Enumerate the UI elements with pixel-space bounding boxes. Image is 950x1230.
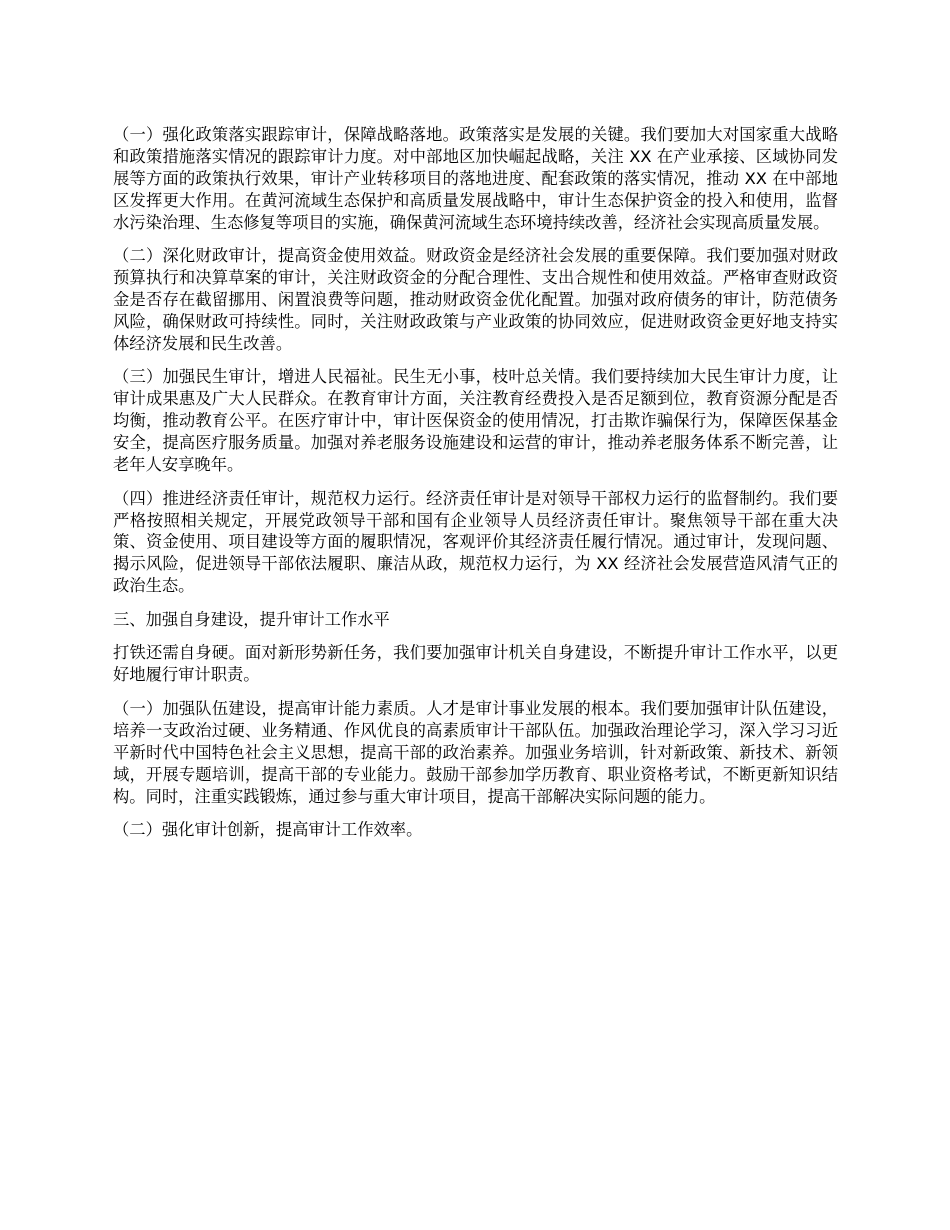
paragraph-livelihood-audit: （三）加强民生审计，增进人民福祉。民生无小事，枝叶总关情。我们要持续加大民生审计力度，让审计成果惠及广大人民群众。在教育审计方面，关注教育经费投入是否足额到位，教育资源分配是否均衡，推动教育公平。在医疗审计中，审计医保资金的使用情况，打击欺诈骗保行为，保障医保基金安全，提高医疗服务质量。加强对养老服务设施建设和运营的审计，推动养老服务体系不断完善，让老年人安享晚年。 (113, 367, 838, 475)
paragraph-team-building: （一）加强队伍建设，提高审计能力素质。人才是审计事业发展的根本。我们要加强审计队伍建设，培养一支政治过硬、业务精通、作风优良的高素质审计干部队伍。加强政治理论学习，深入学习习近平新时代中国特色社会主义思想，提高干部的政治素养。加强业务培训，针对新政策、新技术、新领域，开展专题培训，提高干部的专业能力。鼓励干部参加学历教育、职业资格考试，不断更新知识结构。同时，注重实践锻炼，通过参与重大审计项目，提高干部解决实际问题的能力。 (113, 698, 838, 806)
paragraph-section-intro: 打铁还需自身硬。面对新形势新任务，我们要加强审计机关自身建设，不断提升审计工作水平，以更好地履行审计职责。 (113, 643, 838, 685)
document-body (113, 124, 838, 853)
section-heading-self-construction: 三、加强自身建设，提升审计工作水平 (113, 609, 390, 629)
paragraph-audit-innovation: （二）强化审计创新，提高审计工作效率。 (113, 820, 423, 840)
paragraph-economic-responsibility-audit: （四）推进经济责任审计，规范权力运行。经济责任审计是对领导干部权力运行的监督制约。我们要严格按照相关规定，开展党政领导干部和国有企业领导人员经济责任审计。聚焦领导干部在重大决策、资金使用、项目建设等方面的履职情况，客观评价其经济责任履行情况。通过审计，发现问题、揭示风险，促进领导干部依法履职、廉洁从政，规范权力运行，为 XX 经济社会发展营造风清气正的政治生态。 (113, 488, 838, 596)
paragraph-fiscal-audit: （二）深化财政审计，提高资金使用效益。财政资金是经济社会发展的重要保障。我们要加强对财政预算执行和决算草案的审计，关注财政资金的分配合理性、支出合规性和使用效益。严格审查财政资金是否存在截留挪用、闲置浪费等问题，推动财政资金优化配置。加强对政府债务的审计，防范债务风险，确保财政可持续性。同时，关注财政政策与产业政策的协同效应，促进财政资金更好地支持实体经济发展和民生改善。 (113, 246, 838, 353)
paragraph-policy-tracking-audit: （一）强化政策落实跟踪审计，保障战略落地。政策落实是发展的关键。我们要加大对国家重大战略和政策措施落实情况的跟踪审计力度。对中部地区加快崛起战略，关注 XX 在产业承接、区域协同发展等方面的政策执行效果，审计产业转移项目的落地进度、配套政策的落实情况，推动 XX 在中部地区发挥更大作用。在黄河流域生态保护和高质量发展战略中，审计生态保护资金的投入和使用，监督水污染治理、生态修复等项目的实施，确保黄河流域生态环境持续改善，经济社会实现高质量发展。 (113, 125, 838, 232)
